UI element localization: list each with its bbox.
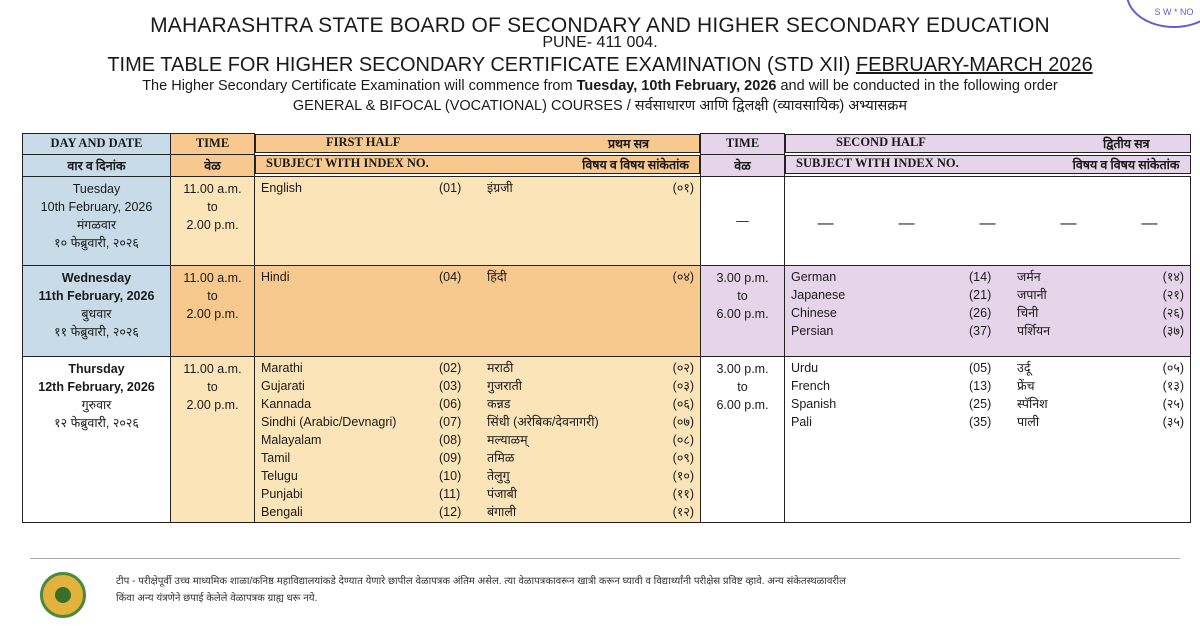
subject-name-mr: चिनी <box>1017 306 1039 320</box>
subject-index-mr: (१२) <box>672 505 694 519</box>
time-header-second: TIME <box>701 134 785 155</box>
subject-name: French <box>791 379 830 393</box>
second-half-header <box>785 134 1191 153</box>
time-end: 2.00 p.m. <box>186 307 239 321</box>
footer-line-2: किंवा अन्य यंत्रणेने छपाई केलेले वेळापत्रक ग्राह्य धरू नये. <box>116 593 318 604</box>
time-start: 11.00 a.m. <box>183 182 242 196</box>
subject-index: (02) <box>439 361 462 375</box>
time-start: 3.00 p.m. <box>716 271 769 285</box>
subject-list <box>255 266 700 286</box>
day-date-header: DAY AND DATE <box>23 134 171 155</box>
board-logo-emblem <box>40 572 86 618</box>
commence-date: Tuesday, 10th February, 2026 <box>576 78 777 94</box>
time-end: 6.00 p.m. <box>716 398 769 412</box>
subject-list <box>255 177 700 197</box>
subject-row <box>255 413 700 431</box>
subject-index-mr: (०२) <box>672 361 694 375</box>
subject-name-mr: कन्नड <box>487 397 511 411</box>
subject-name-mr: मल्याळम् <box>487 433 528 447</box>
time-to: to <box>207 380 218 394</box>
time-cell-second: — <box>701 177 785 266</box>
subject-index: (01) <box>439 181 462 195</box>
subject-index: (35) <box>969 415 992 429</box>
dash: — <box>898 215 915 232</box>
timetable <box>22 133 1191 523</box>
subject-row <box>255 377 700 395</box>
subject-name-mr: बंगाली <box>487 505 517 519</box>
subject-index: (37) <box>969 324 992 338</box>
subject-row <box>255 467 700 485</box>
subject-name: Punjabi <box>261 487 303 501</box>
subject-name-mr: तेलुगु <box>487 469 510 483</box>
subject-name: English <box>261 181 302 195</box>
subject-row <box>785 395 1190 413</box>
second-half-subjects <box>785 177 1191 266</box>
date-mr: १० फेब्रुवारी, २०२६ <box>54 236 139 250</box>
subject-index-mr: (०९) <box>672 451 694 465</box>
time-end: 6.00 p.m. <box>716 307 769 321</box>
footer-note <box>116 573 1166 607</box>
subject-name: Malayalam <box>261 433 322 447</box>
time-to: to <box>207 200 218 214</box>
dash: — <box>979 215 996 232</box>
day-name: Wednesday <box>61 271 132 285</box>
board-address: PUNE- 411 004. <box>542 34 658 51</box>
second-half-en: SECOND HALF <box>836 134 926 149</box>
subject-row <box>785 413 1190 431</box>
second-subject-header <box>785 155 1191 174</box>
table-row <box>23 357 1191 523</box>
time-cell-first <box>171 266 255 357</box>
subject-index: (07) <box>439 415 462 429</box>
subject-name: Bengali <box>261 505 303 519</box>
subject-row <box>785 377 1190 395</box>
subject-index-mr: (२१) <box>1162 288 1184 302</box>
date-en: 11th February, 2026 <box>38 289 155 303</box>
day-name: Thursday <box>68 362 125 376</box>
time-cell-first <box>171 177 255 266</box>
subject-row <box>255 268 700 286</box>
subject-name-mr: मराठी <box>487 361 514 375</box>
subject-row <box>785 359 1190 377</box>
subject-index-mr: (१०) <box>672 469 694 483</box>
subject-index: (26) <box>969 306 992 320</box>
subject-name-mr: गुजराती <box>487 379 523 393</box>
subject-index-mr: (०६) <box>672 397 694 411</box>
subject-name: Japanese <box>791 288 846 302</box>
subject-name: Tamil <box>261 451 291 465</box>
subject-index: (13) <box>969 379 992 393</box>
subject-row <box>255 503 700 521</box>
subject-row <box>785 286 1190 304</box>
board-stamp-seal: S W * NO <box>1126 0 1200 28</box>
subject-index: (04) <box>439 270 462 284</box>
dash: — <box>1141 215 1158 232</box>
subject-name-mr: पंजाबी <box>487 487 517 501</box>
table-row <box>23 266 1191 357</box>
time-header-first: TIME <box>171 134 255 155</box>
subject-index: (03) <box>439 379 462 393</box>
first-half-mr: प्रथम सत्र <box>607 136 649 151</box>
subject-index-mr: (१४) <box>1162 270 1184 284</box>
title-prefix: TIME TABLE FOR HIGHER SECONDARY CERTIFICATE EXAMINATION (STD XII) <box>107 54 856 76</box>
subject-index-mr: (०५) <box>1162 361 1184 375</box>
subject-name: Sindhi (Arabic/Devnagri) <box>261 415 397 429</box>
time-start: 3.00 p.m. <box>716 362 769 376</box>
second-half-subjects <box>785 266 1191 357</box>
timetable-title <box>0 54 1200 77</box>
subject-name-mr: तमिळ <box>487 451 515 465</box>
subject-row <box>255 179 700 197</box>
subject-name-mr: जपानी <box>1017 288 1047 302</box>
subject-index-mr: (३७) <box>1162 324 1184 338</box>
subject-name-mr: सिंधी (अरेबिक/देवनागरी) <box>487 415 599 429</box>
first-half-header <box>255 134 700 153</box>
first-subject-en: SUBJECT WITH INDEX NO. <box>266 155 429 170</box>
subject-name: Gujarati <box>261 379 305 393</box>
board-name: MAHARASHTRA STATE BOARD OF SECONDARY AND HIGHER SECONDARY EDUCATION <box>150 14 1050 37</box>
day-cell <box>23 357 171 523</box>
day-date-header-mr: वार व दिनांक <box>23 155 171 177</box>
commence-suffix: and will be conducted in the following order <box>776 78 1058 94</box>
subject-name: Kannada <box>261 397 312 411</box>
subject-list <box>785 357 1190 431</box>
dash: — <box>1060 215 1077 232</box>
subject-name: Urdu <box>791 361 819 375</box>
second-subject-mr: विषय व विषय सांकेतांक <box>1072 157 1180 172</box>
dash: — <box>817 215 834 232</box>
subject-row <box>785 304 1190 322</box>
subject-name-mr: हिंदी <box>487 270 507 284</box>
subject-index: (25) <box>969 397 992 411</box>
first-subject-header <box>255 155 700 174</box>
subject-index: (06) <box>439 397 462 411</box>
second-subject-en: SUBJECT WITH INDEX NO. <box>796 155 959 170</box>
time-to: to <box>737 289 748 303</box>
subject-name: Telugu <box>261 469 298 483</box>
subject-row <box>785 268 1190 286</box>
subject-name-mr: उर्दू <box>1017 361 1031 375</box>
subject-row <box>255 431 700 449</box>
first-subject-mr: विषय व विषय सांकेतांक <box>582 157 689 172</box>
subject-name-mr: इंग्रजी <box>487 181 513 195</box>
subject-row <box>255 395 700 413</box>
date-mr: ११ फेब्रुवारी, २०२६ <box>54 325 139 339</box>
day-name: Tuesday <box>72 182 121 196</box>
subject-index: (11) <box>439 487 461 501</box>
subject-row <box>255 449 700 467</box>
commence-prefix: The Higher Secondary Certificate Examination will commence from <box>142 78 577 94</box>
first-half-en: FIRST HALF <box>326 134 401 149</box>
day-name-mr: गुरुवार <box>81 398 112 412</box>
day-name-mr: बुधवार <box>81 307 112 321</box>
subject-name-mr: पाली <box>1017 415 1040 429</box>
time-cell-first <box>171 357 255 523</box>
subject-name: Hindi <box>261 270 290 284</box>
subject-name: Pali <box>791 415 812 429</box>
subject-index-mr: (२६) <box>1162 306 1184 320</box>
day-cell <box>23 177 171 266</box>
time-header-first-mr: वेळ <box>171 155 255 177</box>
commence-note <box>0 78 1200 94</box>
time-cell-second <box>701 266 785 357</box>
subject-index: (21) <box>969 288 992 302</box>
subject-row <box>785 322 1190 340</box>
subject-index-mr: (११) <box>672 487 694 501</box>
subject-index: (08) <box>439 433 462 447</box>
time-end: 2.00 p.m. <box>186 218 239 232</box>
dash-row <box>785 177 1190 233</box>
subject-index: (10) <box>439 469 462 483</box>
subject-index: (12) <box>439 505 462 519</box>
subject-index: (09) <box>439 451 462 465</box>
time-end: 2.00 p.m. <box>186 398 239 412</box>
time-to: to <box>207 289 218 303</box>
footer-line-1: टीप - परीक्षेपूर्वी उच्च माध्यमिक शाळा/कनिष्ठ महाविद्यालयांकडे देण्यात येणारे छापील वेळापत्रक अंतिम असेल. त्या वेळापत्रकावरून खात्री करून घ्यावी व विद्यार्थ्यांनी परीक्षेस प्रविष्ट व्हावे. अन्य संकेतस्थळावरील <box>116 576 846 587</box>
subject-list <box>255 357 700 521</box>
subject-index-mr: (२५) <box>1162 397 1184 411</box>
time-to: to <box>737 380 748 394</box>
subject-name: Persian <box>791 324 834 338</box>
time-start: 11.00 a.m. <box>183 271 242 285</box>
subject-index-mr: (१३) <box>1162 379 1184 393</box>
time-cell-second <box>701 357 785 523</box>
subject-row <box>255 485 700 503</box>
second-half-mr: द्वितीय सत्र <box>1102 136 1150 151</box>
subject-list <box>785 266 1190 340</box>
day-name-mr: मंगळवार <box>76 218 117 232</box>
subject-row <box>255 359 700 377</box>
date-en: 12th February, 2026 <box>38 380 155 394</box>
date-en: 10th February, 2026 <box>40 200 153 214</box>
second-half-subjects <box>785 357 1191 523</box>
subject-index: (05) <box>969 361 992 375</box>
subject-name: Marathi <box>261 361 303 375</box>
courses-subtitle: GENERAL & BIFOCAL (VOCATIONAL) COURSES / सर्वसाधारण आणि द्विलक्षी (व्यावसायिक) अभ्यासक्रम <box>292 98 908 114</box>
time-start: 11.00 a.m. <box>183 362 242 376</box>
first-half-subjects <box>255 357 701 523</box>
day-cell <box>23 266 171 357</box>
subject-index-mr: (०१) <box>672 181 694 195</box>
first-half-subjects <box>255 266 701 357</box>
subject-index-mr: (०३) <box>672 379 694 393</box>
subject-name: Chinese <box>791 306 837 320</box>
date-mr: १२ फेब्रुवारी, २०२६ <box>54 416 139 430</box>
table-row <box>23 177 1191 266</box>
subject-name-mr: पर्शियन <box>1017 324 1051 338</box>
title-session: FEBRUARY-MARCH 2026 <box>855 54 1093 76</box>
subject-name-mr: स्पॅनिश <box>1017 397 1048 411</box>
subject-index: (14) <box>969 270 992 284</box>
subject-name: German <box>791 270 837 284</box>
subject-index-mr: (०७) <box>672 415 694 429</box>
subject-name-mr: फ्रेंच <box>1017 379 1035 393</box>
subject-index-mr: (०८) <box>672 433 694 447</box>
subject-name-mr: जर्मन <box>1017 270 1041 284</box>
subject-name: Spanish <box>791 397 837 411</box>
time-header-second-mr: वेळ <box>701 155 785 177</box>
first-half-subjects <box>255 177 701 266</box>
subject-index-mr: (३५) <box>1162 415 1184 429</box>
divider <box>30 558 1180 559</box>
subject-index-mr: (०४) <box>672 270 694 284</box>
